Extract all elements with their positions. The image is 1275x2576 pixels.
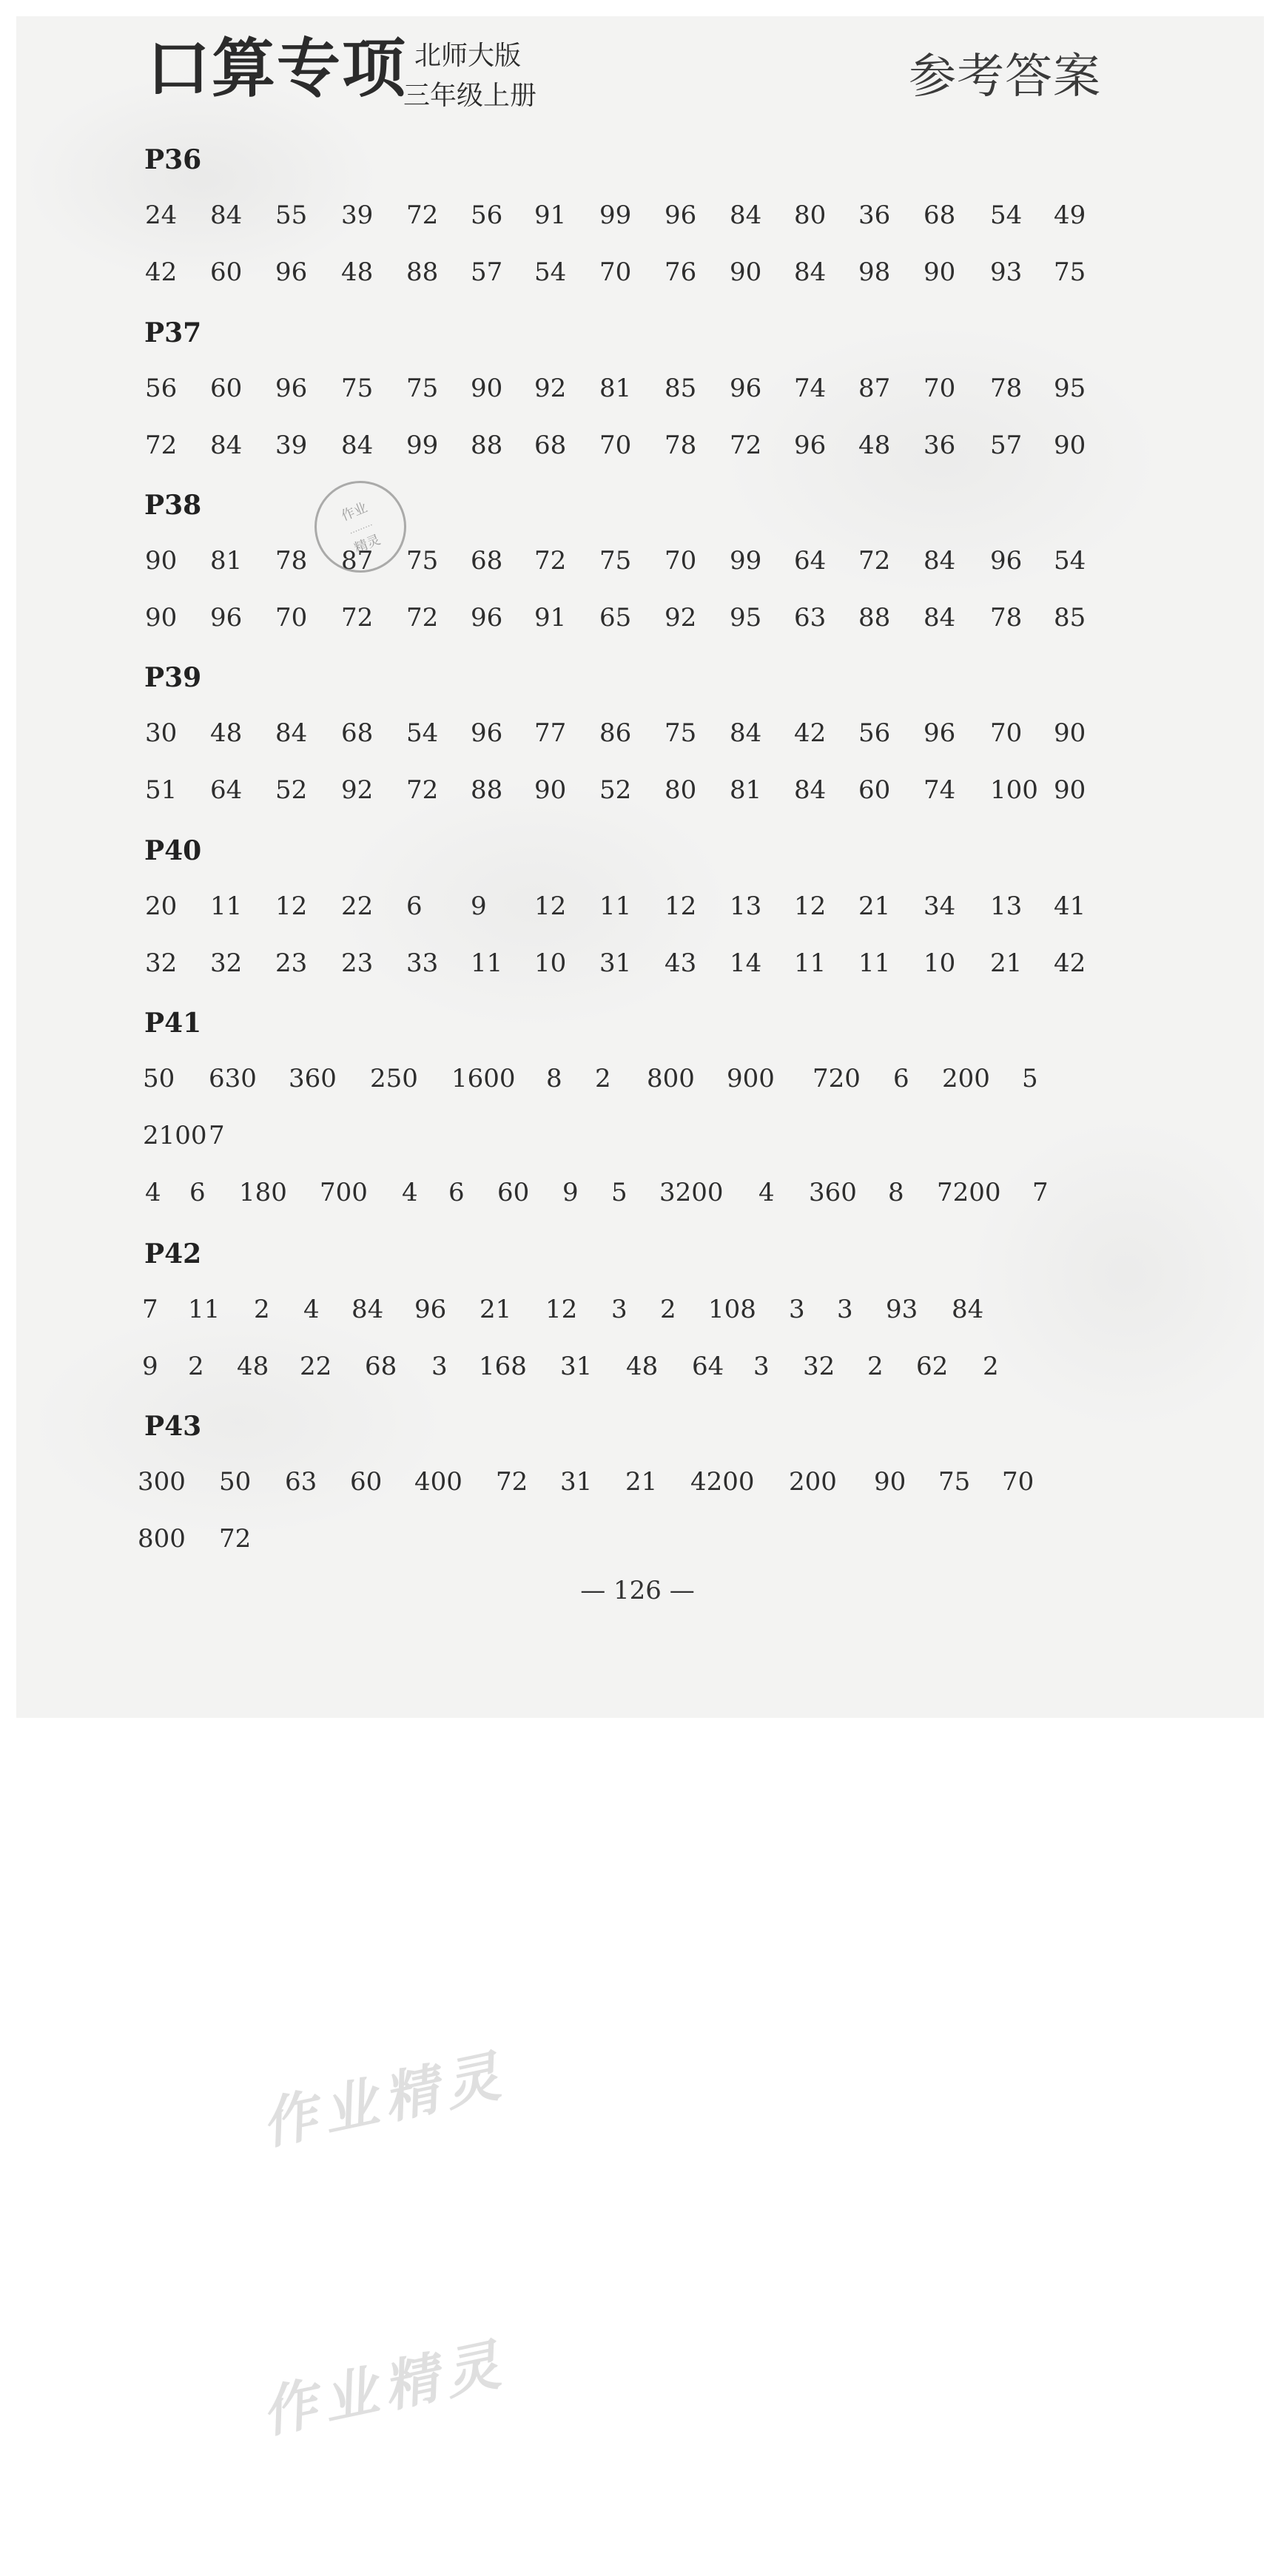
answer-value: 32	[210, 948, 243, 978]
answer-value: 52	[599, 775, 632, 805]
answer-value: 90	[1054, 718, 1086, 748]
answer-value: 21	[480, 1295, 512, 1324]
answer-value: 3	[789, 1295, 805, 1324]
answer-value: 200	[789, 1467, 837, 1497]
answer-value: 12	[534, 891, 567, 921]
answer-value: 87	[858, 374, 891, 403]
answer-value: 60	[210, 257, 243, 287]
page-number: — 126 —	[580, 1576, 695, 1605]
answer-value: 7200	[937, 1178, 1001, 1207]
answer-value: 90	[471, 374, 503, 403]
answer-value: 8	[546, 1064, 562, 1093]
edition-label: 北师大版	[414, 41, 522, 71]
answer-value: 400	[414, 1467, 462, 1497]
answer-value: 88	[471, 431, 503, 460]
answer-value: 70	[924, 374, 956, 403]
answer-value: 8	[888, 1178, 904, 1207]
answer-value: 80	[665, 775, 697, 805]
answer-value: 85	[1054, 603, 1086, 633]
answer-value: 84	[210, 200, 243, 230]
answer-value: 9	[562, 1178, 579, 1207]
answer-value: 22	[300, 1352, 332, 1381]
answer-value: 96	[924, 718, 956, 748]
answer-value: 43	[665, 948, 697, 978]
answer-value: 60	[350, 1467, 383, 1497]
answer-value: 11	[471, 948, 503, 978]
answer-value: 63	[285, 1467, 317, 1497]
answer-value: 99	[406, 431, 439, 460]
answer-value: 72	[534, 546, 567, 576]
answer-value: 81	[730, 775, 762, 805]
answer-value: 23	[341, 948, 374, 978]
answer-value: 68	[365, 1352, 397, 1381]
section-title: P40	[144, 835, 202, 866]
answer-value: 72	[341, 603, 374, 633]
answer-value: 99	[599, 200, 632, 230]
answer-value: 90	[1054, 775, 1086, 805]
answer-value: 84	[730, 718, 762, 748]
answer-value: 22	[341, 891, 374, 921]
answer-value: 75	[665, 718, 697, 748]
answer-value: 90	[874, 1467, 906, 1497]
answer-value: 2	[188, 1352, 204, 1381]
answer-value: 52	[275, 775, 308, 805]
answer-value: 64	[210, 775, 243, 805]
answer-value: 54	[534, 257, 567, 287]
answer-value: 250	[370, 1064, 418, 1093]
answer-value: 74	[924, 775, 956, 805]
answer-value: 168	[479, 1352, 527, 1381]
answer-value: 48	[858, 431, 891, 460]
answer-value: 3200	[659, 1178, 724, 1207]
answer-value: 98	[858, 257, 891, 287]
answer-value: 60	[497, 1178, 530, 1207]
answer-value: 200	[942, 1064, 990, 1093]
answer-value: 11	[188, 1295, 221, 1324]
answer-value: 11	[858, 948, 891, 978]
stamp-text-top: 作业	[339, 499, 370, 525]
answer-value: 96	[730, 374, 762, 403]
answer-value: 14	[730, 948, 762, 978]
answer-value: 95	[730, 603, 762, 633]
answer-value: 70	[599, 431, 632, 460]
answer-value: 3	[611, 1295, 628, 1324]
answer-value: 21	[858, 891, 891, 921]
answer-value: 20	[145, 891, 178, 921]
answer-value: 84	[952, 1295, 984, 1324]
section-title: P41	[144, 1008, 202, 1039]
answer-value: 31	[599, 948, 632, 978]
answer-value: 108	[708, 1295, 756, 1324]
section-title: P42	[144, 1238, 202, 1270]
answer-value: 3	[837, 1295, 853, 1324]
answer-value: 48	[237, 1352, 269, 1381]
answer-value: 6	[893, 1064, 909, 1093]
answer-value: 84	[351, 1295, 384, 1324]
answer-value: 96	[665, 200, 697, 230]
answer-value: 72	[406, 603, 439, 633]
answer-value: 87	[341, 546, 374, 576]
answer-value: 13	[730, 891, 762, 921]
answer-value: 63	[794, 603, 827, 633]
answer-key-title: 参考答案	[909, 50, 1101, 104]
answer-value: 1600	[451, 1064, 516, 1093]
answer-value: 21	[625, 1467, 658, 1497]
answer-value: 51	[145, 775, 178, 805]
answer-value: 700	[320, 1178, 368, 1207]
answer-value: 42	[794, 718, 827, 748]
answer-value: 48	[341, 257, 374, 287]
answer-value: 4	[303, 1295, 320, 1324]
answer-value: 60	[210, 374, 243, 403]
answer-value: 32	[145, 948, 178, 978]
watermark-text: 作业精灵	[255, 2331, 513, 2446]
answer-value: 39	[341, 200, 374, 230]
section-title: P37	[144, 317, 202, 348]
answer-value: 33	[406, 948, 439, 978]
answer-value: 68	[534, 431, 567, 460]
answer-value: 75	[1054, 257, 1086, 287]
answer-value: 84	[341, 431, 374, 460]
answer-value: 84	[794, 775, 827, 805]
answer-value: 85	[665, 374, 697, 403]
answer-value: 7	[1032, 1178, 1049, 1207]
answer-value: 42	[145, 257, 178, 287]
answer-value: 180	[239, 1178, 287, 1207]
answer-value: 11	[210, 891, 243, 921]
answer-value: 6	[448, 1178, 465, 1207]
answer-value: 76	[665, 257, 697, 287]
answer-value: 70	[990, 718, 1023, 748]
section-title: P43	[144, 1411, 202, 1442]
answer-value: 10	[924, 948, 956, 978]
answer-value: 2	[660, 1295, 676, 1324]
answer-value: 36	[924, 431, 956, 460]
answer-value: 2	[595, 1064, 611, 1093]
answer-value: 6	[189, 1178, 206, 1207]
answer-value: 93	[990, 257, 1023, 287]
answer-value: 42	[1054, 948, 1086, 978]
answer-value: 90	[534, 775, 567, 805]
answer-value: 90	[924, 257, 956, 287]
answer-value: 92	[341, 775, 374, 805]
answer-value: 84	[210, 431, 243, 460]
watermark-text: 作业精灵	[255, 2043, 513, 2157]
answer-value: 86	[599, 718, 632, 748]
answer-value: 72	[219, 1524, 252, 1554]
answer-value: 56	[145, 374, 178, 403]
answer-value: 31	[560, 1467, 593, 1497]
answer-value: 13	[990, 891, 1023, 921]
stamp-text-middle: ………	[347, 517, 374, 536]
answer-value: 72	[496, 1467, 528, 1497]
answer-value: 30	[145, 718, 178, 748]
answer-value: 68	[924, 200, 956, 230]
answer-value: 360	[289, 1064, 337, 1093]
answer-value: 12	[665, 891, 697, 921]
answer-value: 78	[990, 374, 1023, 403]
answer-value: 57	[471, 257, 503, 287]
answer-value: 800	[647, 1064, 695, 1093]
answer-value: 88	[471, 775, 503, 805]
answer-value: 75	[406, 374, 439, 403]
answer-value: 88	[406, 257, 439, 287]
answer-value: 96	[794, 431, 827, 460]
answer-value: 72	[406, 200, 439, 230]
answer-value: 77	[534, 718, 567, 748]
answer-value: 96	[210, 603, 243, 633]
answer-value: 2	[254, 1295, 270, 1324]
answer-value: 70	[599, 257, 632, 287]
answer-value: 99	[730, 546, 762, 576]
answer-value: 92	[534, 374, 567, 403]
answer-value: 3	[753, 1352, 770, 1381]
answer-value: 4	[402, 1178, 418, 1207]
answer-value: 100	[990, 775, 1038, 805]
answer-value: 96	[275, 257, 308, 287]
answer-value: 56	[858, 718, 891, 748]
answer-value: 72	[858, 546, 891, 576]
answer-value: 96	[471, 603, 503, 633]
answer-value: 49	[1054, 200, 1086, 230]
answer-value: 72	[145, 431, 178, 460]
answer-value: 75	[406, 546, 439, 576]
answer-value: 62	[916, 1352, 949, 1381]
answer-value: 32	[803, 1352, 835, 1381]
answer-value: 2	[867, 1352, 884, 1381]
stamp-text-bottom: 精灵	[351, 531, 383, 556]
answer-value: 12	[545, 1295, 578, 1324]
answer-value: 800	[138, 1524, 186, 1554]
answer-value: 39	[275, 431, 308, 460]
answer-value: 630	[209, 1064, 257, 1093]
answer-value: 90	[730, 257, 762, 287]
answer-value: 96	[990, 546, 1023, 576]
answer-value: 81	[599, 374, 632, 403]
answer-value: 75	[341, 374, 374, 403]
answer-value: 91	[534, 200, 567, 230]
answer-value: 88	[858, 603, 891, 633]
answer-value: 36	[858, 200, 891, 230]
answer-value: 24	[145, 200, 178, 230]
answer-value: 78	[275, 546, 308, 576]
section-title: P39	[144, 662, 202, 693]
answer-value: 57	[990, 431, 1023, 460]
section-title: P38	[144, 490, 202, 521]
answer-value: 7	[142, 1295, 158, 1324]
answer-value: 90	[145, 546, 178, 576]
answer-value: 4	[758, 1178, 775, 1207]
answer-value: 84	[794, 257, 827, 287]
answer-value: 80	[794, 200, 827, 230]
answer-value: 21	[990, 948, 1023, 978]
answer-value: 84	[924, 546, 956, 576]
answer-value: 70	[275, 603, 308, 633]
answer-value: 92	[665, 603, 697, 633]
answer-value: 48	[210, 718, 243, 748]
answer-value: 60	[858, 775, 891, 805]
answer-value: 360	[809, 1178, 857, 1207]
answer-value: 50	[143, 1064, 175, 1093]
answer-value: 78	[990, 603, 1023, 633]
answer-value: 84	[730, 200, 762, 230]
answer-value: 5	[1022, 1064, 1038, 1093]
answer-value: 720	[813, 1064, 861, 1093]
answer-value: 12	[794, 891, 827, 921]
answer-value: 31	[560, 1352, 593, 1381]
answer-value: 5	[611, 1178, 628, 1207]
answer-value: 91	[534, 603, 567, 633]
answer-value: 72	[406, 775, 439, 805]
answer-value: 6	[406, 891, 423, 921]
answer-value: 95	[1054, 374, 1086, 403]
answer-value: 12	[275, 891, 308, 921]
grade-label: 三年级上册	[403, 81, 537, 111]
answer-value: 54	[990, 200, 1023, 230]
answer-value: 64	[794, 546, 827, 576]
answer-value: 96	[414, 1295, 447, 1324]
answer-value: 93	[886, 1295, 918, 1324]
answer-value: 65	[599, 603, 632, 633]
answer-value: 2100	[143, 1121, 207, 1150]
answer-value: 4	[145, 1178, 161, 1207]
answer-value: 90	[145, 603, 178, 633]
answer-value: 84	[924, 603, 956, 633]
answer-value: 11	[599, 891, 632, 921]
answer-value: 84	[275, 718, 308, 748]
answer-value: 41	[1054, 891, 1086, 921]
answer-value: 68	[341, 718, 374, 748]
answer-value: 54	[406, 718, 439, 748]
answer-value: 9	[471, 891, 487, 921]
answer-value: 68	[471, 546, 503, 576]
answer-value: 72	[730, 431, 762, 460]
answer-value: 75	[938, 1467, 971, 1497]
book-brand-title: 口算专项	[147, 32, 407, 106]
answer-value: 75	[599, 546, 632, 576]
answer-value: 70	[665, 546, 697, 576]
section-title: P36	[144, 144, 202, 175]
answer-value: 81	[210, 546, 243, 576]
answer-value: 78	[665, 431, 697, 460]
answer-value: 90	[1054, 431, 1086, 460]
answer-value: 9	[142, 1352, 158, 1381]
answer-value: 50	[219, 1467, 252, 1497]
answer-value: 54	[1054, 546, 1086, 576]
answer-value: 56	[471, 200, 503, 230]
answer-value: 900	[727, 1064, 775, 1093]
answer-value: 70	[1002, 1467, 1035, 1497]
answer-value: 96	[471, 718, 503, 748]
answer-value: 48	[626, 1352, 659, 1381]
answer-value: 55	[275, 200, 308, 230]
answer-value: 23	[275, 948, 308, 978]
answer-value: 7	[209, 1121, 225, 1150]
answer-value: 10	[534, 948, 567, 978]
answer-value: 74	[794, 374, 827, 403]
answer-value: 300	[138, 1467, 186, 1497]
answer-value: 11	[794, 948, 827, 978]
answer-value: 64	[692, 1352, 724, 1381]
answer-value: 96	[275, 374, 308, 403]
answer-value: 34	[924, 891, 956, 921]
answer-value: 3	[431, 1352, 448, 1381]
answer-value: 2	[983, 1352, 999, 1381]
answer-value: 4200	[690, 1467, 755, 1497]
